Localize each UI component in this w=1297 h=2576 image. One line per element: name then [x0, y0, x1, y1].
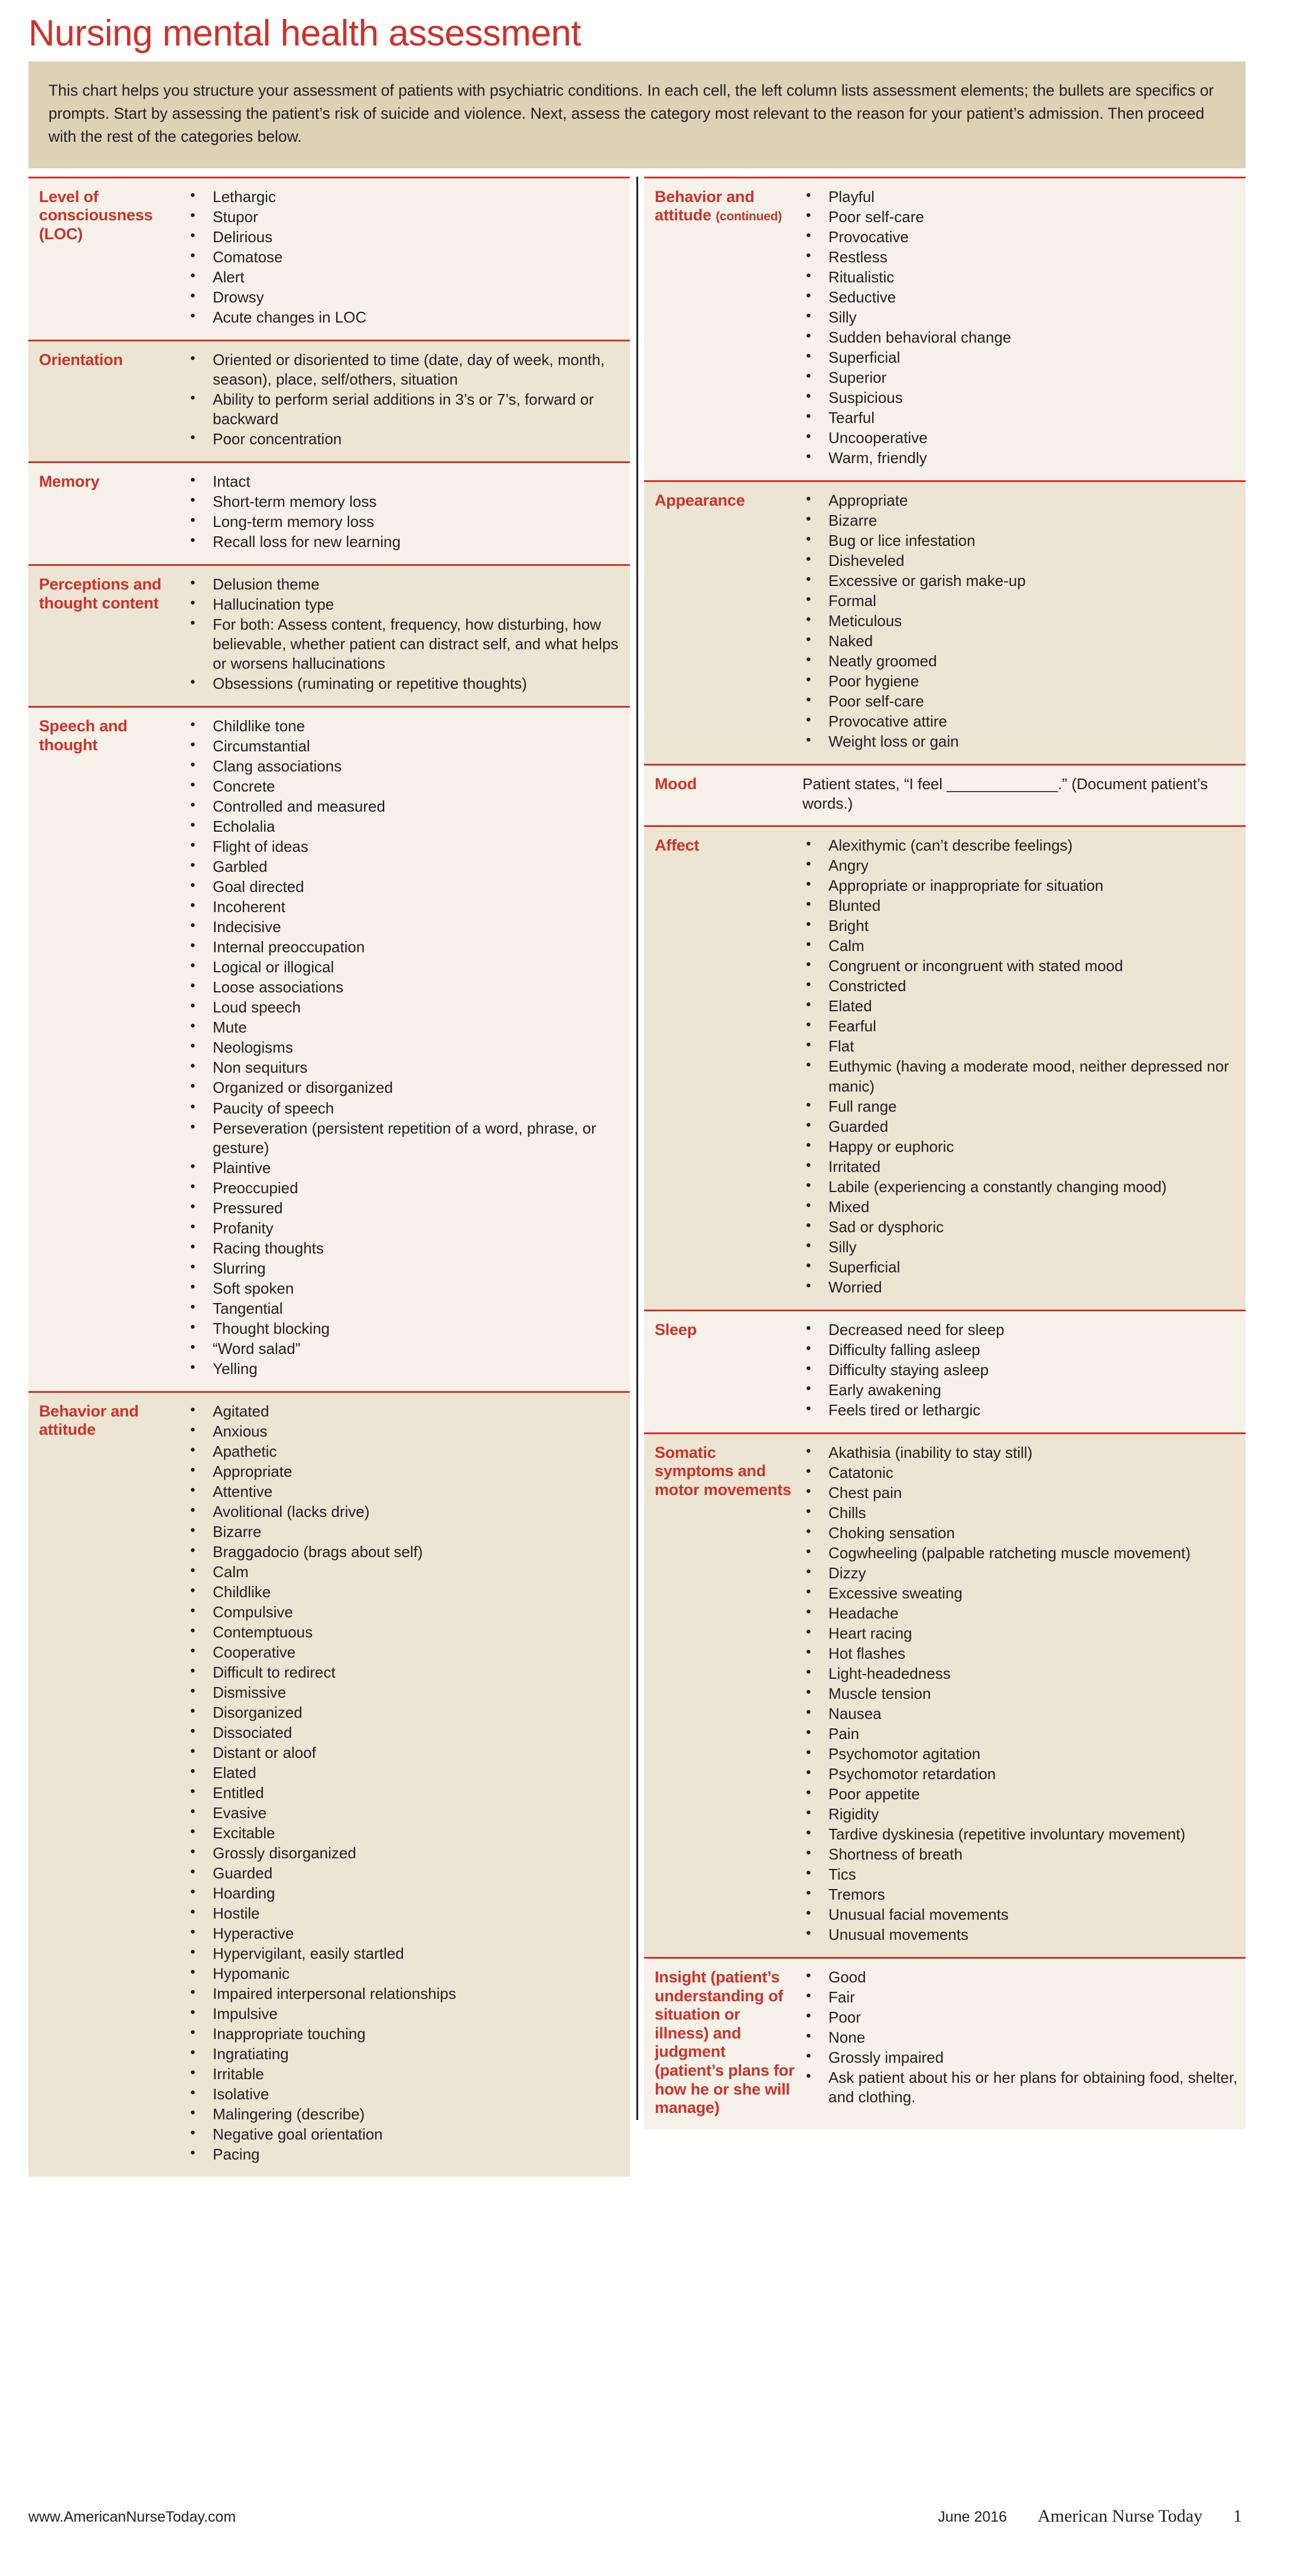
- bullet-item: • Circumstantial: [186, 737, 624, 756]
- section-items: [798, 1441, 1240, 1945]
- bullet-item: • Distant or aloof: [186, 1743, 624, 1763]
- bullet-item: • Intact: [186, 472, 624, 491]
- bullet-list: [801, 1968, 1240, 2107]
- bullet-item: • Neologisms: [186, 1038, 624, 1057]
- bullet-item: • Heart racing: [801, 1624, 1240, 1643]
- section-label-text: Appearance: [655, 491, 745, 510]
- bullet-item: • Yelling: [186, 1359, 624, 1379]
- bullet-item: • Provocative attire: [801, 712, 1240, 731]
- bullet-item: • Feels tired or lethargic: [801, 1401, 1240, 1420]
- bullet-item: • Tremors: [801, 1885, 1240, 1904]
- bullet-item: • Rigidity: [801, 1805, 1240, 1824]
- bullet-item: • Hot flashes: [801, 1644, 1240, 1663]
- bullet-item: • Superficial: [801, 348, 1240, 367]
- bullet-item: • Negative goal orientation: [186, 2125, 624, 2144]
- bullet-item: • Fair: [801, 1988, 1240, 2007]
- bullet-item: • Hypomanic: [186, 1964, 624, 1984]
- bullet-item: • Unusual movements: [801, 1925, 1240, 1945]
- bullet-item: • Catatonic: [801, 1463, 1240, 1483]
- bullet-item: • Bug or lice infestation: [801, 531, 1240, 551]
- section-label: [650, 1441, 798, 1945]
- bullet-item: • Bizarre: [186, 1522, 624, 1542]
- bullet-item: • Childlike: [186, 1582, 624, 1602]
- bullet-item: • Anxious: [186, 1422, 624, 1441]
- bullet-item: • Hoarding: [186, 1884, 624, 1903]
- bullet-item: • Suspicious: [801, 388, 1240, 408]
- bullet-item: • Appropriate: [801, 491, 1240, 510]
- assessment-section: [28, 340, 630, 461]
- bullet-item: • Non sequiturs: [186, 1058, 624, 1077]
- section-label-text: Perceptions and thought content: [39, 575, 162, 612]
- section-items: [182, 185, 624, 328]
- bullet-list: [801, 187, 1240, 468]
- section-label-text: Orientation: [39, 350, 123, 369]
- bullet-item: • Sudden behavioral change: [801, 328, 1240, 347]
- bullet-item: • “Word salad”: [186, 1339, 624, 1359]
- column-divider: [636, 177, 638, 2120]
- bullet-item: • Impulsive: [186, 2004, 624, 2024]
- right-column: [644, 177, 1246, 2129]
- section-label: [650, 489, 798, 752]
- bullet-list: [801, 491, 1240, 751]
- bullet-item: • Drowsy: [186, 288, 624, 307]
- bullet-list: [801, 1443, 1240, 1945]
- section-body: [644, 482, 1246, 764]
- bullet-item: • Comatose: [186, 247, 624, 267]
- bullet-item: • Calm: [801, 936, 1240, 956]
- section-label: [650, 1318, 798, 1421]
- bullet-item: • Dismissive: [186, 1683, 624, 1702]
- bullet-item: • Meticulous: [801, 611, 1240, 631]
- bullet-item: • Braggadocio (brags about self): [186, 1542, 624, 1562]
- bullet-item: • Light-headedness: [801, 1664, 1240, 1683]
- section-body: [28, 178, 630, 340]
- bullet-item: • Alexithymic (can’t describe feelings): [801, 836, 1240, 855]
- bullet-item: • Soft spoken: [186, 1279, 624, 1298]
- section-label: [34, 470, 182, 552]
- section-items: [182, 715, 624, 1379]
- section-items: [182, 470, 624, 552]
- bullet-item: • Seductive: [801, 288, 1240, 307]
- bullet-item: • Compulsive: [186, 1603, 624, 1622]
- section-body: [644, 1311, 1246, 1432]
- bullet-item: • Preoccupied: [186, 1178, 624, 1198]
- bullet-item: • Irritable: [186, 2064, 624, 2084]
- bullet-item: • Euthymic (having a moderate mood, neither depressed nor manic): [801, 1057, 1240, 1096]
- bullet-item: • Silly: [801, 308, 1240, 327]
- section-items: [182, 1400, 624, 2165]
- bullet-item: • Excitable: [186, 1823, 624, 1843]
- bullet-item: • Guarded: [186, 1864, 624, 1883]
- bullet-item: • Naked: [801, 631, 1240, 651]
- bullet-item: • Appropriate: [186, 1462, 624, 1481]
- section-body: [28, 341, 630, 461]
- bullet-item: • Hyperactive: [186, 1924, 624, 1943]
- bullet-item: • Difficulty falling asleep: [801, 1340, 1240, 1360]
- bullet-item: • Cogwheeling (palpable ratcheting muscle movement): [801, 1543, 1240, 1563]
- bullet-item: • Short-term memory loss: [186, 492, 624, 512]
- section-body: [28, 1393, 630, 2177]
- footer-meta: [938, 2506, 1246, 2526]
- assessment-section: [28, 177, 630, 340]
- bullet-item: • Perseveration (persistent repetition of a word, phrase, or gesture): [186, 1119, 624, 1158]
- section-label-text: Sleep: [655, 1320, 697, 1339]
- bullet-list: [186, 717, 624, 1379]
- assessment-section: [644, 1310, 1246, 1432]
- section-body: [644, 178, 1246, 480]
- footer-page-number: 1: [1233, 2506, 1242, 2526]
- bullet-item: • Headache: [801, 1604, 1240, 1623]
- section-label: [34, 715, 182, 1379]
- section-label-text: Behavior and attitude: [39, 1402, 139, 1439]
- bullet-item: • Elated: [186, 1763, 624, 1783]
- section-items: [798, 185, 1240, 468]
- bullet-item: • Acute changes in LOC: [186, 308, 624, 327]
- section-body: [644, 766, 1246, 825]
- section-label-text: Speech and thought: [39, 717, 128, 754]
- bullet-item: • Apathetic: [186, 1442, 624, 1461]
- bullet-item: • Grossly disorganized: [186, 1844, 624, 1863]
- section-label: [34, 185, 182, 328]
- bullet-list: [186, 1402, 624, 2165]
- bullet-item: • Long-term memory loss: [186, 512, 624, 532]
- bullet-item: • Angry: [801, 856, 1240, 875]
- bullet-item: • Grossly impaired: [801, 2048, 1240, 2067]
- bullet-item: • Difficulty staying asleep: [801, 1360, 1240, 1380]
- bullet-list: [186, 187, 624, 327]
- section-label: [650, 1966, 798, 2118]
- bullet-item: • Profanity: [186, 1219, 624, 1238]
- section-label: [650, 834, 798, 1297]
- bullet-list: [186, 575, 624, 693]
- bullet-item: • Poor self-care: [801, 692, 1240, 711]
- bullet-item: • Childlike tone: [186, 717, 624, 736]
- bullet-list: [186, 350, 624, 449]
- section-label-text: Memory: [39, 473, 100, 491]
- bullet-item: • Playful: [801, 187, 1240, 207]
- section-body: [28, 566, 630, 706]
- bullet-item: • Ritualistic: [801, 268, 1240, 287]
- section-label-text: Behavior and attitude: [655, 187, 755, 224]
- bullet-item: • Superficial: [801, 1258, 1240, 1277]
- bullet-item: • Poor appetite: [801, 1784, 1240, 1804]
- bullet-list: [801, 836, 1240, 1297]
- column-gap: [630, 177, 644, 2177]
- bullet-item: • Calm: [186, 1562, 624, 1582]
- bullet-item: • Delirious: [186, 227, 624, 247]
- intro-text: This chart helps you structure your assessment of patients with psychiatric conditions. In each cell, the left column lists assessment elements; the bullets are specifics or prompts. Start by assessing the patient’s risk of suicide and violence. Next, assess the category most relevant to the reason for your patient’s admission. Then proceed with the rest of the categories below.: [48, 82, 1214, 145]
- bullet-item: • Dizzy: [801, 1564, 1240, 1583]
- bullet-item: • Tics: [801, 1865, 1240, 1884]
- bullet-item: • Lethargic: [186, 187, 624, 207]
- footer-website[interactable]: www.AmericanNurseToday.com: [28, 2509, 236, 2525]
- bullet-item: • Hostile: [186, 1904, 624, 1923]
- bullet-item: • Hypervigilant, easily startled: [186, 1944, 624, 1963]
- bullet-item: • Tardive dyskinesia (repetitive involuntary movement): [801, 1825, 1240, 1844]
- bullet-item: • Fearful: [801, 1017, 1240, 1036]
- bullet-item: • Attentive: [186, 1482, 624, 1502]
- section-items: [182, 573, 624, 694]
- page-title: Nursing mental health assessment: [28, 13, 581, 54]
- bullet-item: • Racing thoughts: [186, 1239, 624, 1258]
- footer-date: June 2016: [938, 2509, 1007, 2525]
- page-footer: [28, 2506, 1246, 2526]
- bullet-item: • Delusion theme: [186, 575, 624, 594]
- bullet-item: • Poor concentration: [186, 429, 624, 449]
- section-body: [644, 1434, 1246, 1957]
- section-items: [798, 1318, 1240, 1421]
- section-label-continued: (continued): [716, 210, 782, 224]
- section-items: [798, 773, 1240, 813]
- bullet-item: • Tearful: [801, 408, 1240, 428]
- bullet-item: • Goal directed: [186, 877, 624, 897]
- bullet-item: • Akathisia (inability to stay still): [801, 1443, 1240, 1463]
- assessment-section: [644, 825, 1246, 1309]
- bullet-item: • Stupor: [186, 207, 624, 227]
- section-body: [28, 463, 630, 564]
- bullet-item: • Constricted: [801, 976, 1240, 996]
- bullet-item: • Good: [801, 1968, 1240, 1987]
- bullet-item: • Difficult to redirect: [186, 1663, 624, 1682]
- bullet-item: • Paucity of speech: [186, 1099, 624, 1118]
- bullet-item: • Oriented or disoriented to time (date, day of week, month, season), place, self/others, situation: [186, 350, 624, 389]
- section-plain-text: Patient states, “I feel _____________.” (Document patient’s words.): [802, 775, 1208, 813]
- section-body: [644, 1959, 1246, 2129]
- section-label-text: Level of consciousness (LOC): [39, 187, 153, 243]
- bullet-item: • Tangential: [186, 1299, 624, 1318]
- bullet-item: • Incoherent: [186, 897, 624, 917]
- bullet-item: • Nausea: [801, 1704, 1240, 1724]
- bullet-item: • Guarded: [801, 1117, 1240, 1136]
- bullet-item: • Clang associations: [186, 757, 624, 776]
- bullet-item: • Entitled: [186, 1783, 624, 1803]
- section-body: [644, 827, 1246, 1309]
- bullet-item: • Pacing: [186, 2145, 624, 2164]
- left-column: [28, 177, 630, 2177]
- bullet-item: • Inappropriate touching: [186, 2024, 624, 2044]
- bullet-item: • Mixed: [801, 1197, 1240, 1217]
- assessment-section: [644, 480, 1246, 764]
- bullet-item: • Chest pain: [801, 1483, 1240, 1503]
- bullet-item: • Logical or illogical: [186, 958, 624, 977]
- bullet-item: • Cooperative: [186, 1643, 624, 1662]
- bullet-item: • Formal: [801, 591, 1240, 611]
- bullet-item: • Indecisive: [186, 917, 624, 937]
- section-label: [650, 185, 798, 468]
- bullet-item: • Psychomotor retardation: [801, 1764, 1240, 1784]
- footer-publication: American Nurse Today: [1038, 2506, 1202, 2526]
- assessment-section: [644, 764, 1246, 825]
- bullet-item: • Happy or euphoric: [801, 1137, 1240, 1157]
- bullet-item: • Disheveled: [801, 551, 1240, 571]
- bullet-item: • Bizarre: [801, 511, 1240, 530]
- assessment-section: [28, 564, 630, 706]
- bullet-item: • None: [801, 2028, 1240, 2047]
- bullet-item: • Loud speech: [186, 998, 624, 1017]
- bullet-item: • Excessive or garish make-up: [801, 571, 1240, 591]
- bullet-item: • Sad or dysphoric: [801, 1217, 1240, 1237]
- bullet-item: • Flat: [801, 1037, 1240, 1056]
- bullet-item: • Organized or disorganized: [186, 1078, 624, 1098]
- assessment-section: [644, 177, 1246, 480]
- bullet-item: • Elated: [801, 996, 1240, 1016]
- section-label: [34, 1400, 182, 2165]
- bullet-item: • Restless: [801, 247, 1240, 267]
- bullet-list: [801, 1320, 1240, 1420]
- chart-page: [28, 0, 1269, 2576]
- bullet-item: • Avolitional (lacks drive): [186, 1502, 624, 1522]
- bullet-item: • For both: Assess content, frequency, how disturbing, how believable, whether patient can distract self, and what helps or worsens hallucinations: [186, 615, 624, 673]
- bullet-item: • Ability to perform serial additions in 3’s or 7’s, forward or backward: [186, 390, 624, 429]
- bullet-item: • Malingering (describe): [186, 2105, 624, 2124]
- bullet-item: • Obsessions (ruminating or repetitive thoughts): [186, 674, 624, 693]
- assessment-section: [644, 1432, 1246, 1957]
- bullet-item: • Excessive sweating: [801, 1584, 1240, 1603]
- section-items: [798, 489, 1240, 752]
- bullet-list: [186, 472, 624, 552]
- bullet-item: • Concrete: [186, 777, 624, 796]
- bullet-item: • Superior: [801, 368, 1240, 387]
- intro-band: [28, 61, 1246, 168]
- bullet-item: • Contemptuous: [186, 1623, 624, 1642]
- bullet-item: • Poor self-care: [801, 207, 1240, 227]
- section-items: [798, 834, 1240, 1297]
- section-body: [28, 708, 630, 1391]
- assessment-section: [28, 1391, 630, 2177]
- bullet-item: • Ask patient about his or her plans for obtaining food, shelter, and clothing.: [801, 2068, 1240, 2107]
- bullet-item: • Irritated: [801, 1157, 1240, 1177]
- bullet-item: • Poor hygiene: [801, 672, 1240, 691]
- bullet-item: • Pressured: [186, 1199, 624, 1218]
- bullet-item: • Congruent or incongruent with stated mood: [801, 956, 1240, 976]
- bullet-item: • Impaired interpersonal relationships: [186, 1984, 624, 2004]
- bullet-item: • Choking sensation: [801, 1523, 1240, 1543]
- bullet-item: • Appropriate or inappropriate for situation: [801, 876, 1240, 895]
- section-label-text: Mood: [655, 775, 697, 793]
- bullet-item: • Flight of ideas: [186, 837, 624, 857]
- bullet-item: • Slurring: [186, 1259, 624, 1278]
- bullet-item: • Evasive: [186, 1803, 624, 1823]
- assessment-columns: [28, 177, 1246, 2177]
- bullet-item: • Pain: [801, 1724, 1240, 1744]
- bullet-item: • Poor: [801, 2008, 1240, 2027]
- bullet-item: • Shortness of breath: [801, 1845, 1240, 1864]
- bullet-item: • Bright: [801, 916, 1240, 936]
- bullet-item: • Alert: [186, 268, 624, 287]
- assessment-section: [28, 706, 630, 1391]
- bullet-item: • Worried: [801, 1278, 1240, 1297]
- section-label: [650, 773, 798, 813]
- bullet-item: • Silly: [801, 1237, 1240, 1257]
- section-label-text: Insight (patient’s understanding of situation or illness) and judgment (patient’s plans for how he or she will manage): [655, 1968, 795, 2117]
- bullet-item: • Provocative: [801, 227, 1240, 247]
- section-label-text: Somatic symptoms and motor movements: [655, 1443, 792, 1499]
- bullet-item: • Thought blocking: [186, 1319, 624, 1339]
- bullet-item: • Mute: [186, 1018, 624, 1037]
- bullet-item: • Warm, friendly: [801, 448, 1240, 468]
- bullet-item: • Chills: [801, 1503, 1240, 1523]
- section-label: [34, 573, 182, 694]
- bullet-item: • Recall loss for new learning: [186, 532, 624, 552]
- section-label: [34, 349, 182, 450]
- assessment-section: [644, 1957, 1246, 2129]
- section-items: [182, 349, 624, 450]
- bullet-item: • Controlled and measured: [186, 797, 624, 816]
- bullet-item: • Loose associations: [186, 978, 624, 997]
- bullet-item: • Hallucination type: [186, 595, 624, 614]
- section-items: [798, 1966, 1240, 2118]
- bullet-item: • Neatly groomed: [801, 652, 1240, 671]
- bullet-item: • Muscle tension: [801, 1684, 1240, 1704]
- bullet-item: • Unusual facial movements: [801, 1905, 1240, 1924]
- bullet-item: • Internal preoccupation: [186, 937, 624, 957]
- bullet-item: • Labile (experiencing a constantly changing mood): [801, 1177, 1240, 1197]
- bullet-item: • Ingratiating: [186, 2044, 624, 2064]
- bullet-item: • Decreased need for sleep: [801, 1320, 1240, 1340]
- bullet-item: • Early awakening: [801, 1380, 1240, 1400]
- bullet-item: • Weight loss or gain: [801, 732, 1240, 751]
- bullet-item: • Blunted: [801, 896, 1240, 916]
- bullet-item: • Agitated: [186, 1402, 624, 1421]
- bullet-item: • Disorganized: [186, 1703, 624, 1722]
- bullet-item: • Uncooperative: [801, 428, 1240, 448]
- bullet-item: • Garbled: [186, 857, 624, 877]
- bullet-item: • Isolative: [186, 2085, 624, 2104]
- bullet-item: • Echolalia: [186, 817, 624, 836]
- bullet-item: • Plaintive: [186, 1158, 624, 1178]
- bullet-item: • Dissociated: [186, 1723, 624, 1743]
- section-label-text: Affect: [655, 836, 700, 855]
- bullet-item: • Full range: [801, 1097, 1240, 1116]
- assessment-section: [28, 461, 630, 564]
- bullet-item: • Psychomotor agitation: [801, 1744, 1240, 1764]
